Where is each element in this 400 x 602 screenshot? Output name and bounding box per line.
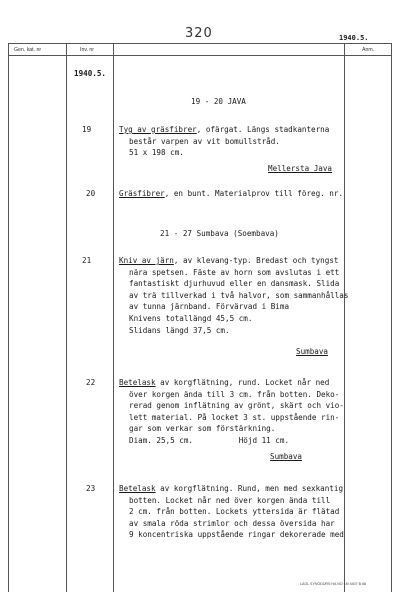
entry-23-first-rest: av korgflätning. Rund, men med sexkantig	[155, 484, 344, 493]
entry-23-description	[119, 483, 344, 541]
page-number: 320	[185, 26, 213, 41]
entry-22-line-4: lett material. På locket 3 st. uppstående rin-	[129, 412, 340, 422]
divider-left-edge	[8, 43, 9, 592]
entry-19-line-3: 51 x 198 cm.	[129, 148, 184, 158]
entry-21-line-7: Slidans längd 37,5 cm.	[129, 325, 230, 335]
divider-inv-desc	[113, 43, 114, 592]
entry-23-line-2: botten. Locket når ned över korgen ända till	[129, 495, 331, 505]
section-heading-sumbava: 21 - 27 Sumbava (Soembava)	[160, 229, 279, 238]
entry-20-title: Gräsfibrer	[119, 189, 165, 198]
inv-number-23: 23	[86, 484, 96, 493]
date-entry: 1940.5.	[74, 69, 107, 78]
entry-21-description	[119, 255, 348, 336]
entry-21-line-4: av trä tillverkad i två halvor, som sammanhållas	[129, 290, 349, 300]
entry-22-first-rest: av korgflätning, rund. Locket når ned	[155, 378, 330, 387]
entry-21-line-3: fantastiskt djurhuvud eller en dansmask. Slida	[129, 279, 340, 289]
entry-20-description	[119, 188, 343, 200]
entry-22-line-6: Diam. 25,5 cm. Höjd 11 cm.	[129, 435, 290, 445]
entry-19-title: Tyg av gräsfibrer	[119, 125, 197, 134]
entry-21-title: Kniv av järn	[119, 256, 174, 265]
entry-22-line-5: gar som verkar som förstärkning.	[129, 424, 276, 434]
entry-19-line-2: består varpen av vit bomullstråd.	[129, 136, 280, 146]
entry-22-title: Betelask	[119, 378, 156, 387]
inv-number-22: 22	[86, 378, 96, 387]
entry-22-line-2: över korgen ända till 3 cm. från botten. Deko-	[129, 389, 340, 399]
printer-footer: LAGL SYNODURS HA NO LM 4407 B 68	[300, 582, 366, 586]
entry-21-line-6: Knivens totallängd 45,5 cm.	[129, 313, 253, 323]
section-heading-java: 19 - 20 JAVA	[191, 97, 246, 106]
entry-21-place: Sumbava	[296, 347, 329, 356]
entry-23-line-1	[119, 483, 344, 495]
entry-21-line-5: av tunna järnband. Förvärvad i Bima	[129, 302, 290, 312]
entry-22-line-3: rerad genom inflätning av grönt, skärt och vio-	[129, 401, 344, 411]
entry-23-title: Betelask	[119, 484, 156, 493]
inv-number-19: 19	[82, 125, 92, 134]
entry-23-line-5: 9 koncentriska uppstående ringar dekorerade med	[129, 530, 344, 540]
entry-22-description	[119, 377, 344, 447]
header-date: 1940.5.	[339, 34, 369, 42]
column-gen-kat-nr: Gen. kat. nr	[14, 47, 42, 53]
entry-21-line-2: nära spetsen. Fäste av horn som avslutas i ett	[129, 267, 340, 277]
entry-21-line-1	[119, 255, 348, 267]
entry-22-place: Sumbava	[270, 452, 303, 461]
inv-number-21: 21	[82, 256, 92, 265]
column-anm: Anm.	[362, 47, 375, 53]
entry-19-line-1	[119, 124, 329, 136]
entry-21-first-rest: , av klevang-typ. Bredast och tyngst	[173, 256, 339, 265]
entry-19-place: Mellersta Java	[268, 164, 333, 173]
inv-number-20: 20	[86, 189, 96, 198]
entry-22-line-1	[119, 377, 344, 389]
entry-23-line-3: 2 cm. från botten. Lockets yttersida är flätad	[129, 507, 340, 517]
divider-right-edge	[391, 43, 392, 592]
entry-19-first-rest: , ofärgat. Längs stadkanterna	[196, 125, 330, 134]
entry-20-first-rest: , en bunt. Materialprov till föreg. nr.	[164, 189, 344, 198]
divider-gen-inv	[66, 43, 67, 592]
column-inv-nr: Inv. nr	[80, 47, 95, 53]
entry-19-description	[119, 124, 329, 159]
entry-23-line-4: av smala röda strimlor och dessa översida har	[129, 518, 335, 528]
